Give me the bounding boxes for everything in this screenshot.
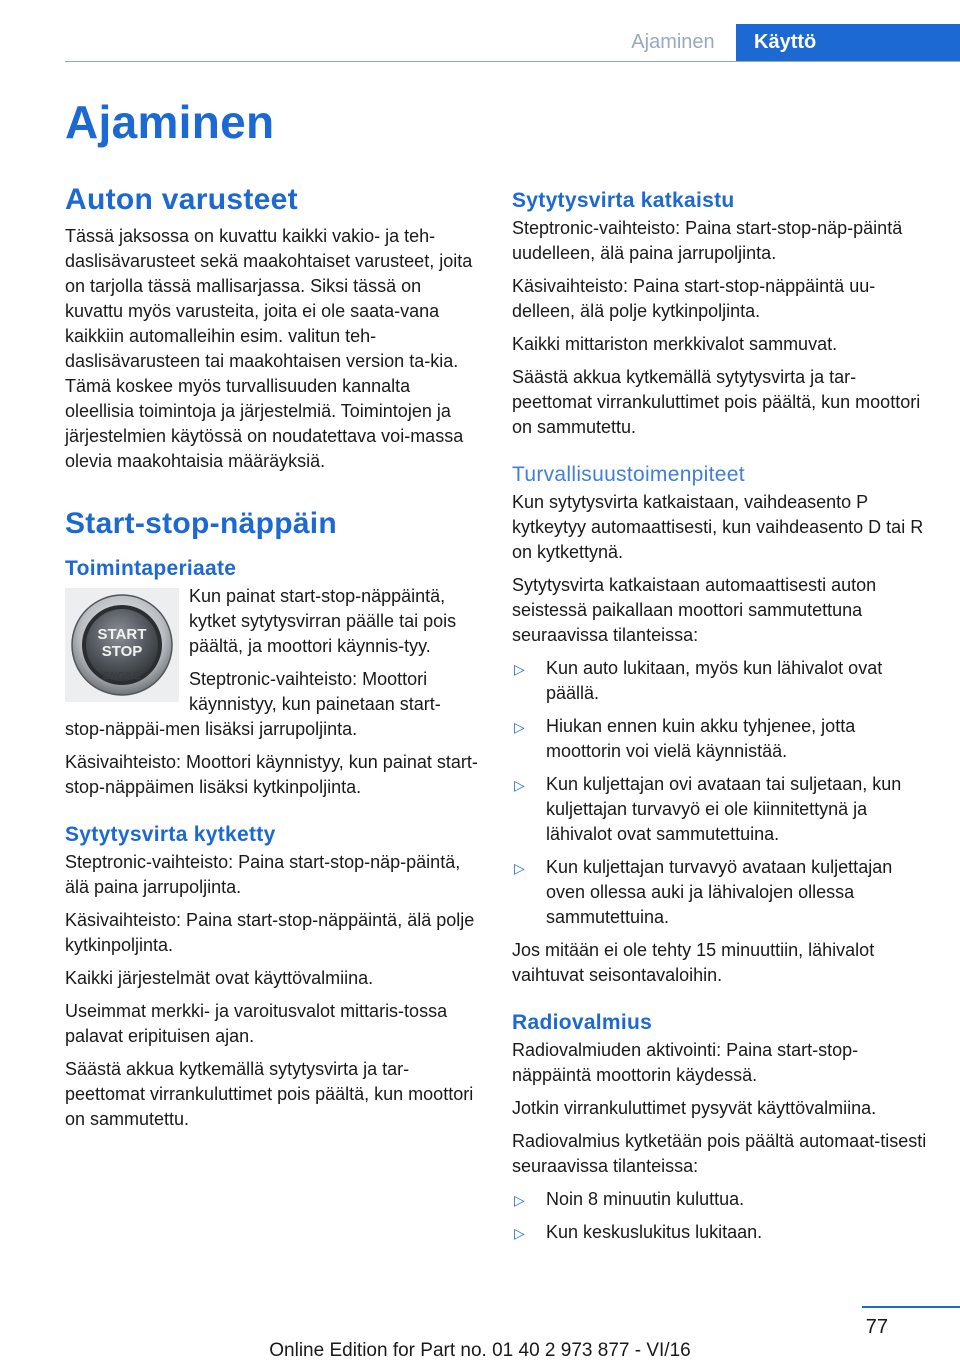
radio-p2: Jotkin virrankuluttimet pysyvät käyttövalmiina. bbox=[512, 1098, 877, 1118]
button-image-line1: START bbox=[97, 626, 147, 643]
footer-rule bbox=[862, 1306, 960, 1308]
ignition-on-heading: Sytytysvirta kytketty bbox=[65, 823, 276, 846]
principle-p2: Steptronic-vaihteisto: Moottori käynnistyy, kun painetaan start-stop-näppäi-men lisäksi jarrupoljinta. bbox=[65, 669, 441, 739]
header-rule bbox=[65, 61, 960, 62]
ignition-on-p1: Steptronic-vaihteisto: Paina start-stop-näp-päintä, älä paina jarrupoljinta. bbox=[65, 852, 461, 897]
footer-edition: Online Edition for Part no. 01 40 2 973 877 - VI/16 bbox=[269, 1340, 691, 1361]
triangle-bullet-icon: ▷ bbox=[514, 1225, 525, 1241]
principle-p1: Kun painat start-stop-näppäintä, kytket sytytysvirran päälle tai pois päältä, ja moottori käynnis-tyy. bbox=[189, 586, 457, 656]
equipment-heading: Auton varusteet bbox=[65, 183, 298, 216]
radio-heading: Radiovalmius bbox=[512, 1011, 653, 1034]
start-stop-button-icon bbox=[70, 593, 174, 697]
triangle-bullet-icon: ▷ bbox=[514, 719, 525, 735]
equipment-text: Tässä jaksossa on kuvattu kaikki vakio- ja teh-daslisävarusteet sekä maakohtaiset varusteet, joita on tarjolla tässä mallisarjassa. Siksi tässä on kuvattu myös varusteita, joita ei ole saata-vana kaikkiin automalleihin esim. valitun teh-daslisävarusteen tai maakohtaisen version ta-kia. Tämä koskee myös turvallisuuden kannalta oleellisia toimintoja ja järjestelmiä. Toimintojen ja järjestelmien käytössä on noudatettava voi-massa olevia maakohtaisia määräyksiä. bbox=[65, 226, 473, 471]
safety-p3: Jos mitään ei ole tehty 15 minuuttiin, lähivalot vaihtuvat seisontavaloihin. bbox=[512, 940, 875, 985]
safety-list bbox=[512, 656, 930, 930]
ignition-off-heading: Sytytysvirta katkaistu bbox=[512, 189, 735, 212]
list-item: ▷ Kun kuljettajan ovi avataan tai suljetaan, kun kuljettajan turvavyö ei ole kiinnitettynä ja lähivalot ovat sammutettuina. bbox=[514, 774, 902, 844]
list-item: ▷ Noin 8 minuutin kuluttua. bbox=[512, 1187, 930, 1212]
right-column bbox=[512, 180, 930, 1253]
safety-p1: Kun sytytysvirta katkaistaan, vaihdeasento P kytkeytyy automaattisesti, kun vaihdeasento D tai R on kytkettynä. bbox=[512, 492, 924, 562]
header-chapter[interactable]: Käyttö bbox=[736, 24, 960, 61]
safety-heading: Turvallisuustoimenpiteet bbox=[512, 463, 745, 486]
triangle-bullet-icon: ▷ bbox=[514, 860, 525, 876]
left-column bbox=[65, 180, 480, 1140]
ignition-on-p4: Useimmat merkki- ja varoitusvalot mittaris-tossa palavat eripituisen ajan. bbox=[65, 1001, 448, 1046]
ignition-off-p4: Säästä akkua kytkemällä sytytysvirta ja tar-peettomat virrankuluttimet pois päältä, kun moottori on sammutettu. bbox=[512, 367, 921, 437]
ignition-off-p2: Käsivaihteisto: Paina start-stop-näppäintä uu-delleen, älä polje kytkinpoljinta. bbox=[512, 276, 876, 321]
list-item: ▷ Kun auto lukitaan, myös kun lähivalot ovat päällä. bbox=[514, 658, 883, 703]
ignition-off-p3: Kaikki mittariston merkkivalot sammuvat. bbox=[512, 334, 838, 354]
ignition-on-p5: Säästä akkua kytkemällä sytytysvirta ja tar-peettomat virrankuluttimet pois päältä, kun moottori on sammutettu. bbox=[65, 1059, 474, 1129]
radio-p1: Radiovalmiuden aktivointi: Paina start-stop-näppäintä moottorin käydessä. bbox=[512, 1040, 859, 1085]
radio-p3: Radiovalmius kytketään pois päältä automaat-tisesti seuraavissa tilanteissa: bbox=[512, 1131, 927, 1176]
start-stop-button-image bbox=[65, 588, 179, 702]
ignition-off-p1: Steptronic-vaihteisto: Paina start-stop-näp-päintä uudelleen, älä paina jarrupoljinta. bbox=[512, 218, 903, 263]
triangle-bullet-icon: ▷ bbox=[514, 661, 525, 677]
button-heading: Start-stop-näppäin bbox=[65, 507, 338, 540]
list-item: ▷ Hiukan ennen kuin akku tyhjenee, jotta moottorin voi vielä käynnistää. bbox=[514, 716, 856, 761]
triangle-bullet-icon: ▷ bbox=[514, 777, 525, 793]
radio-list bbox=[512, 1187, 930, 1245]
ignition-on-p3: Kaikki järjestelmät ovat käyttövalmiina. bbox=[65, 968, 374, 988]
principle-p3: Käsivaihteisto: Moottori käynnistyy, kun painat start-stop-näppäimen lisäksi kytkinpoljinta. bbox=[65, 752, 478, 797]
safety-p2: Sytytysvirta katkaistaan automaattisesti auton seistessä paikallaan moottori sammutettuna seuraavissa tilanteissa: bbox=[512, 575, 877, 645]
button-image-line3: ENGINE bbox=[102, 671, 142, 682]
page-title: Ajaminen bbox=[65, 96, 275, 148]
button-image-line2: STOP bbox=[101, 643, 143, 660]
ignition-on-p2: Käsivaihteisto: Paina start-stop-näppäintä, älä polje kytkinpoljinta. bbox=[65, 910, 475, 955]
list-item: ▷ Kun keskuslukitus lukitaan. bbox=[512, 1220, 930, 1245]
header-section[interactable]: Ajaminen bbox=[631, 31, 715, 53]
principle-heading: Toimintaperiaate bbox=[65, 557, 237, 580]
page-number: 77 bbox=[865, 1316, 888, 1338]
list-item: ▷ Kun kuljettajan turvavyö avataan kuljettajan oven ollessa auki ja lähivalojen ollessa sammutettuina. bbox=[514, 857, 893, 927]
triangle-bullet-icon: ▷ bbox=[514, 1192, 525, 1208]
